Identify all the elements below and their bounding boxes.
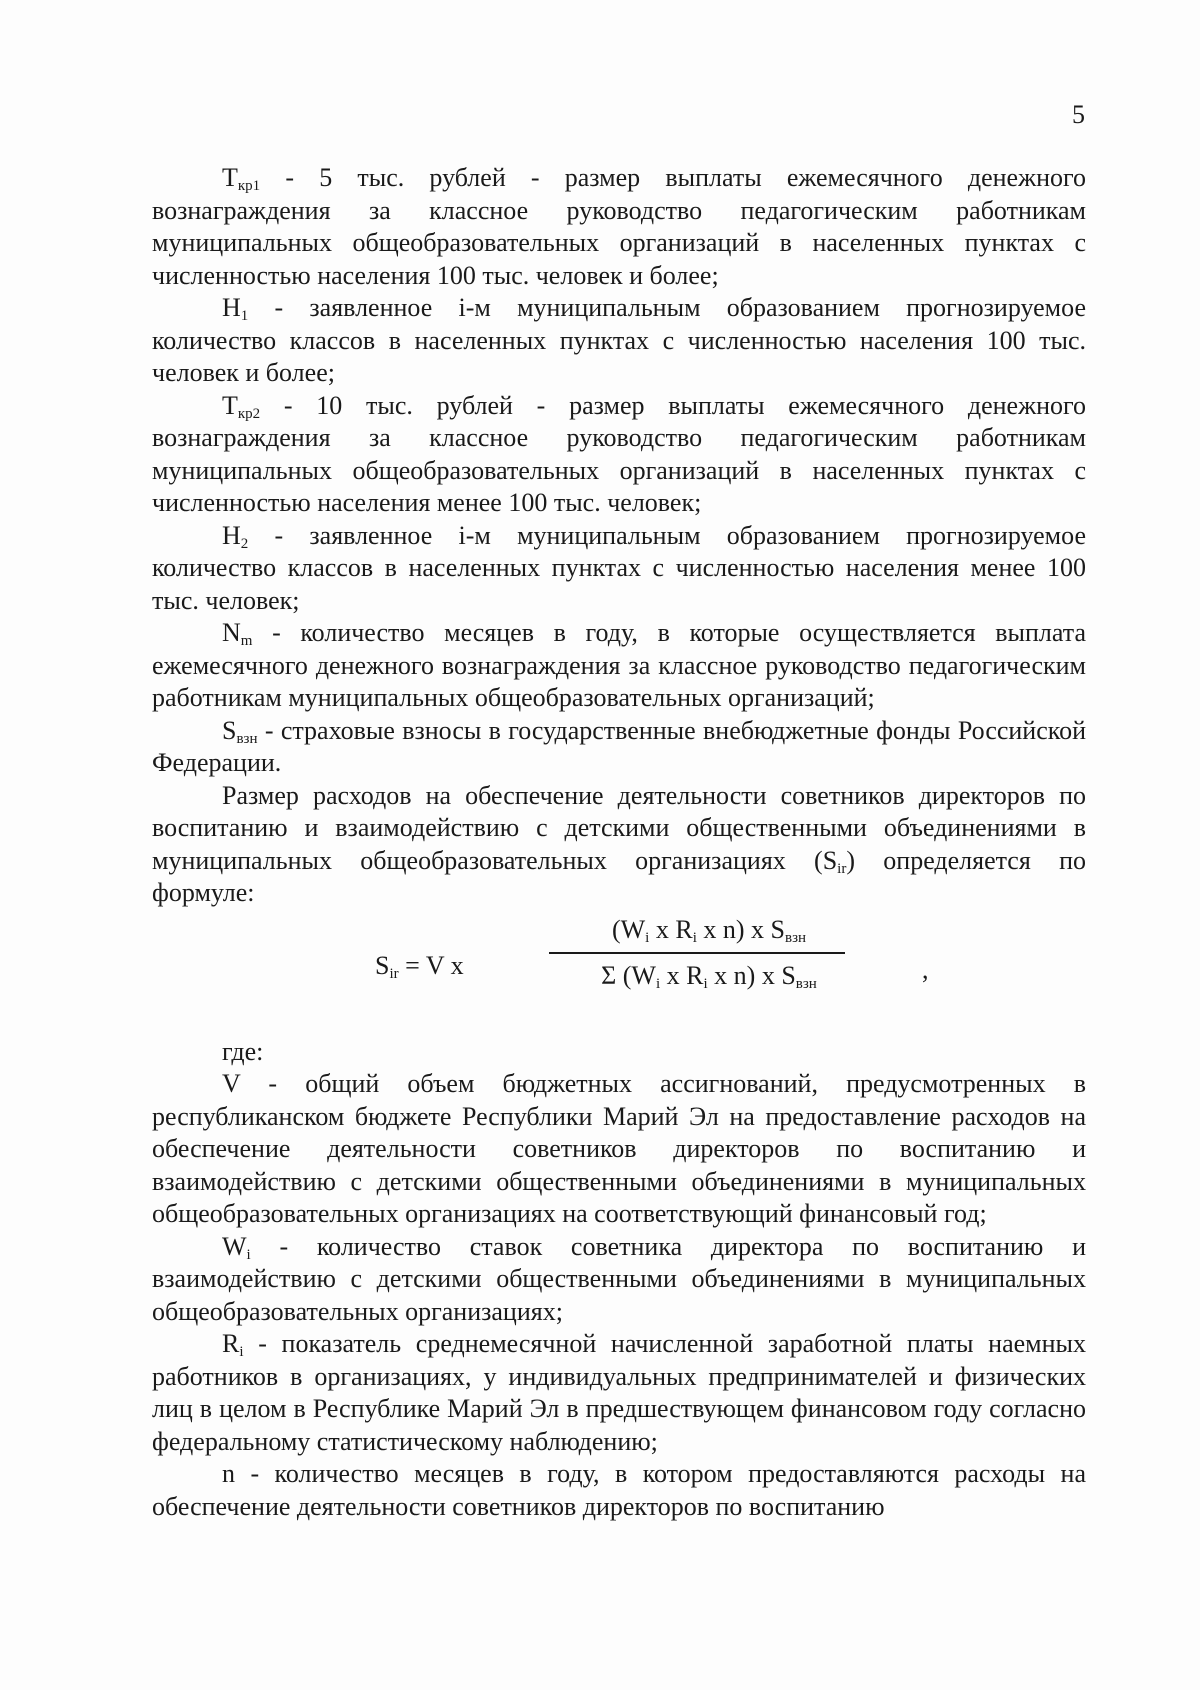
definition-paragraph xyxy=(152,1068,1086,1231)
definitions-list-before xyxy=(152,162,1086,780)
definition-symbol: W xyxy=(222,1231,247,1261)
definition-symbol: R xyxy=(222,1329,240,1358)
definition-symbol-subscript: кр1 xyxy=(237,178,261,194)
definitions-list-after xyxy=(152,1068,1086,1523)
definition-symbol-subscript: i xyxy=(239,1344,244,1360)
fraction-bar xyxy=(549,952,845,954)
formula-comma: , xyxy=(922,954,929,984)
definition-text: - заявленное i-м муниципальным образованием прогнозируемое количество классов в населенных пунктах с численностью населения 100 тыс. человек и более; xyxy=(152,293,1086,387)
definition-paragraph xyxy=(152,1328,1086,1458)
definition-symbol: n xyxy=(222,1459,235,1488)
definition-symbol: Н xyxy=(222,293,241,322)
page-number: 5 xyxy=(1072,100,1085,129)
definition-text: - количество ставок советника директора по воспитанию и взаимодействию с детскими общественными объединениями в муниципальных общеобразовательных организациях; xyxy=(152,1231,1086,1326)
document-body xyxy=(152,162,1086,1523)
formula-fraction xyxy=(499,914,919,994)
definition-text: - количество месяцев в году, в которые осуществляется выплата ежемесячного денежного вознаграждения за классное руководство педагогическим работникам муниципальных общеобразовательных организаций; xyxy=(152,618,1086,712)
definition-symbol: Т xyxy=(222,390,238,420)
definition-paragraph xyxy=(152,520,1086,618)
intro-paragraph: Размер расходов на обеспечение деятельности советников директоров по воспитанию и взаимодействию с детскими общественными объединениями в муниципальных общеобразовательных организациях $(S_{ir})$ определяется по формуле: xyxy=(152,780,1086,907)
definition-symbol: V xyxy=(222,1069,241,1098)
definition-symbol-subscript: 1 xyxy=(240,308,249,324)
definition-text: - показатель среднемесячной начисленной заработной платы наемных работников в организациях, у индивидуальных предпринимателей и физических лиц в целом в Республике Марий Эл в предшествующем финансовом году согласно федеральному статистическому наблюдению; xyxy=(152,1329,1086,1456)
formula-numerator: ($W_i$ x $R_i$ x n) x $S_{взн}$ xyxy=(611,914,807,946)
where-label: где: xyxy=(222,1036,264,1066)
definition-paragraph xyxy=(152,390,1086,520)
definition-symbol-subscript: i xyxy=(246,1246,251,1263)
definition-symbol-subscript: кр2 xyxy=(237,405,261,422)
definition-symbol: S xyxy=(222,715,237,745)
definition-paragraph xyxy=(152,1458,1086,1523)
definition-text: - страховые взносы в государственные внебюджетные фонды Российской Федерации. xyxy=(152,715,1086,777)
definition-paragraph xyxy=(152,715,1086,780)
formula-denominator: Σ ($W_i$ x $R_i$ x n) x $S_{взн}$ xyxy=(601,960,817,992)
definition-paragraph xyxy=(152,292,1086,390)
definition-paragraph xyxy=(152,162,1086,292)
formula-block xyxy=(152,910,1086,1026)
definition-symbol: Н xyxy=(222,520,241,550)
definition-symbol-subscript: взн xyxy=(236,730,258,747)
definition-paragraph xyxy=(152,617,1086,715)
definition-paragraph xyxy=(152,1231,1086,1329)
definition-text: - общий объем бюджетных ассигнований, предусмотренных в республиканском бюджете Республики Марий Эл на предоставление расходов на обеспечение деятельности советников директоров по воспитанию и взаимодействию с детскими общественными объединениями в муниципальных общеобразовательных организациях на соответствующий финансовый год; xyxy=(152,1069,1086,1228)
definition-text: - 10 тыс. рублей - размер выплаты ежемесячного денежного вознаграждения за классное руководство педагогическим работникам муниципальных общеобразовательных организаций в населенных пунктах с численностью населения менее 100 тыс. человек; xyxy=(152,390,1086,517)
definition-symbol-subscript: m xyxy=(240,633,253,649)
formula-lhs: $S_{ir} = V$ x xyxy=(375,950,464,982)
definition-text: - 5 тыс. рублей - размер выплаты ежемесячного денежного вознаграждения за классное руководство педагогическим работникам муниципальных общеобразовательных организаций в населенных пунктах с численностью населения 100 тыс. человек и более; xyxy=(152,163,1086,290)
definition-text: - количество месяцев в году, в котором предоставляются расходы на обеспечение деятельности советников директоров по воспитанию xyxy=(152,1459,1086,1521)
definition-text: - заявленное i-м муниципальным образованием прогнозируемое количество классов в населенных пунктах с численностью населения менее 100 тыс. человек; xyxy=(152,520,1086,615)
definition-symbol: N xyxy=(222,618,241,647)
definition-symbol: Т xyxy=(222,163,238,192)
definition-symbol-subscript: 2 xyxy=(240,535,249,552)
